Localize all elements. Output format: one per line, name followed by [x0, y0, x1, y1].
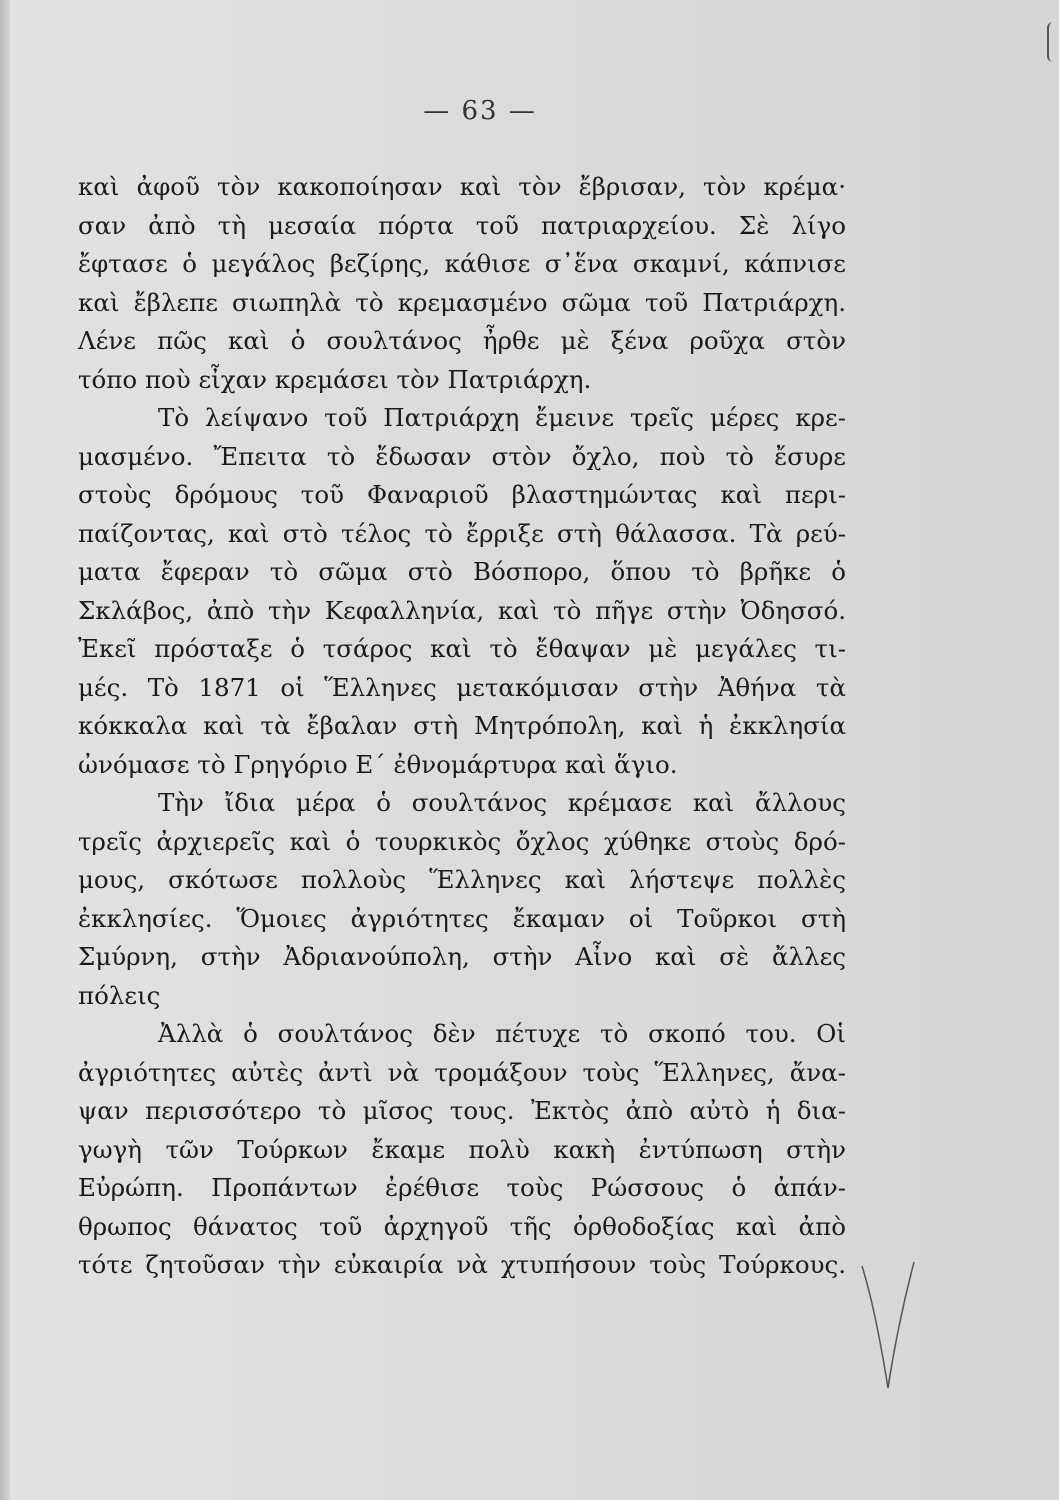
text-line: παίζοντας, καὶ στὸ τέλος τὸ ἔρριξε στὴ θάλασσα. Τὰ ρεύ-	[78, 518, 846, 548]
text-line: καὶ ἔβλεπε σιωπηλὰ τὸ κρεμασμένο σῶμα τοῦ Πατριάρχη.	[78, 287, 846, 317]
text-line: ματα ἔφεραν τὸ σῶμα στὸ Βόσπορο, ὅπου τὸ βρῆκε ὁ	[78, 557, 846, 586]
text-line: Ἐκεῖ πρόσταξε ὁ τσάρος καὶ τὸ ἔθαψαν μὲ μεγάλες τι-	[78, 634, 846, 663]
text-line: μασμένο. Ἔπειτα τὸ ἔδωσαν στὸν ὄχλο, ποὺ τὸ ἔσυρε	[78, 441, 846, 471]
paragraph-3	[78, 784, 846, 1015]
text-line: γωγὴ τῶν Τούρκων ἔκαμε πολὺ κακὴ ἐντύπωση στὴν	[78, 1134, 846, 1164]
text-line: ψαν περισσότερο τὸ μῖσος τους. Ἐκτὸς ἀπὸ αὐτὸ ἡ δια-	[78, 1096, 846, 1125]
page-binding-edge	[0, 0, 10, 1500]
text-line: Τὴν ἴδια μέρα ὁ σουλτάνος κρέμασε καὶ ἄλλους	[158, 788, 846, 817]
text-line: πόλεις	[78, 980, 161, 1010]
body-text	[78, 168, 846, 1285]
text-line: Σμύρνη, στὴν Ἀδριανούπολη, στὴν Αἶνο καὶ σὲ ἄλλες	[78, 942, 846, 971]
text-line: Ἀλλὰ ὁ σουλτάνος δὲν πέτυχε τὸ σκοπό του. Οἱ	[158, 1019, 846, 1048]
page-number: — 63 —	[423, 96, 537, 126]
text-line: Τὸ λείψανο τοῦ Πατριάρχη ἔμεινε τρεῖς μέρες κρε-	[158, 403, 846, 432]
text-line: τότε ζητοῦσαν τὴν εὐκαιρία νὰ χτυπήσουν τοὺς Τούρκους.	[78, 1250, 846, 1279]
text-line: τόπο ποὺ εἶχαν κρεμάσει τὸν Πατριάρχη.	[78, 364, 592, 394]
paragraph-1	[78, 168, 846, 399]
text-line: καὶ ἀφοῦ τὸν κακοποίησαν καὶ τὸν ἔβρισαν, τὸν κρέμα·	[78, 172, 846, 201]
text-line: ἔφτασε ὁ μεγάλος βεζίρης, κάθισε σ᾽ἕνα σκαμνί, κάπνισε	[78, 249, 846, 278]
text-line: μους, σκότωσε πολλοὺς Ἕλληνες καὶ λήστεψε πολλὲς	[78, 865, 846, 894]
pencil-margin-mark	[858, 1258, 918, 1398]
text-line: θρωπος θάνατος τοῦ ἀρχηγοῦ τῆς ὀρθοδοξίας καὶ ἀπὸ	[78, 1211, 846, 1241]
text-line: ἐκκλησίες. Ὅμοιες ἀγριότητες ἔκαμαν οἱ Τοῦρκοι στὴ	[78, 903, 846, 933]
text-line: ἀγριότητες αὐτὲς ἀντὶ νὰ τρομάξουν τοὺς Ἕλληνες, ἄνα-	[78, 1057, 846, 1087]
text-line: τρεῖς ἀρχιερεῖς καὶ ὁ τουρκικὸς ὄχλος χύθηκε στοὺς δρό-	[78, 826, 846, 856]
text-line: μές. Τὸ 1871 οἱ Ἕλληνες μετακόμισαν στὴν Ἀθήνα τὰ	[78, 672, 846, 702]
page-edge-mark	[1047, 22, 1055, 62]
text-line: ὠνόμασε τὸ Γρηγόριο Ε΄ ἐθνομάρτυρα καὶ ἅγιο.	[78, 749, 678, 779]
text-line: Σκλάβος, ἀπὸ τὴν Κεφαλληνία, καὶ τὸ πῆγε στὴν Ὀδησσό.	[78, 595, 846, 625]
paragraph-4	[78, 1015, 846, 1285]
text-line: Εὐρώπη. Προπάντων ἐρέθισε τοὺς Ρώσσους ὁ ἀπάν-	[78, 1173, 846, 1202]
text-line: κόκκαλα καὶ τὰ ἔβαλαν στὴ Μητρόπολη, καὶ ἡ ἐκκλησία	[78, 711, 846, 740]
text-line: σαν ἀπὸ τὴ μεσαία πόρτα τοῦ πατριαρχείου. Σὲ λίγο	[78, 210, 846, 240]
text-line: στοὺς δρόμους τοῦ Φαναριοῦ βλαστημώντας καὶ περι-	[78, 480, 846, 509]
paragraph-2	[78, 399, 846, 784]
text-line: Λένε πῶς καὶ ὁ σουλτάνος ἦρθε μὲ ξένα ροῦχα στὸν	[78, 326, 846, 355]
